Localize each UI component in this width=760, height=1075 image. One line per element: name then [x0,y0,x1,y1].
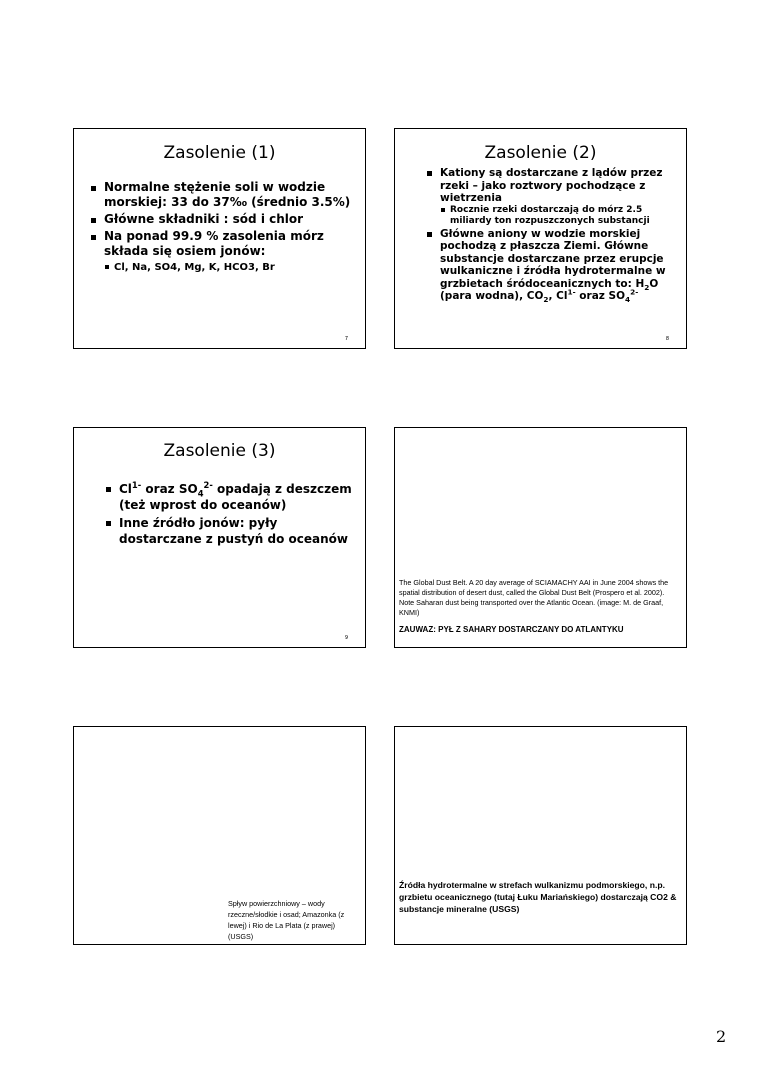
bullet-item: Na ponad 99.9 % zasolenia mórz składa się osiem jonów: [91,229,353,259]
bullet-text: oraz SO [141,482,198,496]
superscript: 2- [203,480,213,490]
slide-number: 8 [665,336,669,342]
bullet-list [427,167,677,303]
slide-title: Zasolenie (2) [484,143,597,163]
sub-bullet-item: Rocznie rzeki dostarczają do mórz 2.5 miliardy ton rozpuszczonych substancji [441,205,677,227]
bullet-item [427,228,677,303]
slide-1 [73,128,366,349]
bullet-item [106,481,358,513]
superscript: 1- [131,480,142,490]
image-caption: The Global Dust Belt. A 20 day average of SCIAMACHY AAI in June 2004 shows the spatial distribution of desert dust, called the Global Dust Belt (Prospero et al. 2002). Note Saharan dust being transported over the Atlantic Ocean. (image: M. de Graaf, KNMI) [399,578,669,617]
slide-title: Zasolenie (1) [163,143,276,163]
slide-title: Zasolenie (3) [163,441,276,461]
page-number: 2 [716,1027,727,1046]
subscript: 4 [197,488,204,499]
bullet-text: Cl [119,482,132,496]
bullet-list [106,481,358,549]
bullet-text: opadają z deszczem (też wprost do oceanów) [119,482,352,512]
superscript: 2- [630,287,639,297]
bullet-list [91,180,353,276]
slide-3 [73,427,366,648]
slide-4 [394,427,687,648]
bullet-item: Kationy są dostarczane z lądów przez rzeki – jako roztwory pochodzące z wietrzenia [427,167,677,205]
subscript: 2 [543,295,549,305]
slide-6 [394,726,687,945]
subscript: 2 [644,282,650,292]
image-caption: Spływ powierzchniowy – wody rzeczne/słodkie i osad; Amazonka (z lewej) i Rio de La Plata (z prawej) (USGS) [228,899,345,941]
slide-2 [394,128,687,349]
bullet-text: oraz SO [575,290,626,302]
slide-number: 7 [344,336,348,342]
bullet-text: Główne aniony w wodzie morskiej pochodzą z płaszcza Ziemi. Główne substancje dostarczane przez erupcje wulkaniczne i źródła hydrotermalne w grzbietach śródoceanicznych to: H [440,227,666,290]
subscript: 4 [625,295,631,305]
slide-5 [73,726,366,945]
sub-bullet-item: Cl, Na, SO4, Mg, K, HCO3, Br [105,261,353,274]
slide-note: ZAUWAZ: PYŁ Z SAHARY DOSTARCZANY DO ATLANTYKU [399,625,624,634]
bullet-item: Normalne stężenie soli w wodzie morskiej: 33 do 37‰ (średnio 3.5%) [91,180,353,210]
bullet-text: O (para wodna), CO [440,277,659,302]
bullet-text: , Cl [548,290,568,302]
superscript: 1- [567,287,576,297]
image-caption: Źródła hydrotermalne w strefach wulkanizmu podmorskiego, n.p. grzbietu oceanicznego (tutaj Łuku Mariańskiego) dostarczają CO2 & substancje mineralne (USGS) [399,880,677,914]
slide-number: 9 [344,635,348,641]
bullet-item: Inne źródło jonów: pyły dostarczane z pustyń do oceanów [106,515,358,547]
bullet-item: Główne składniki : sód i chlor [91,212,353,227]
